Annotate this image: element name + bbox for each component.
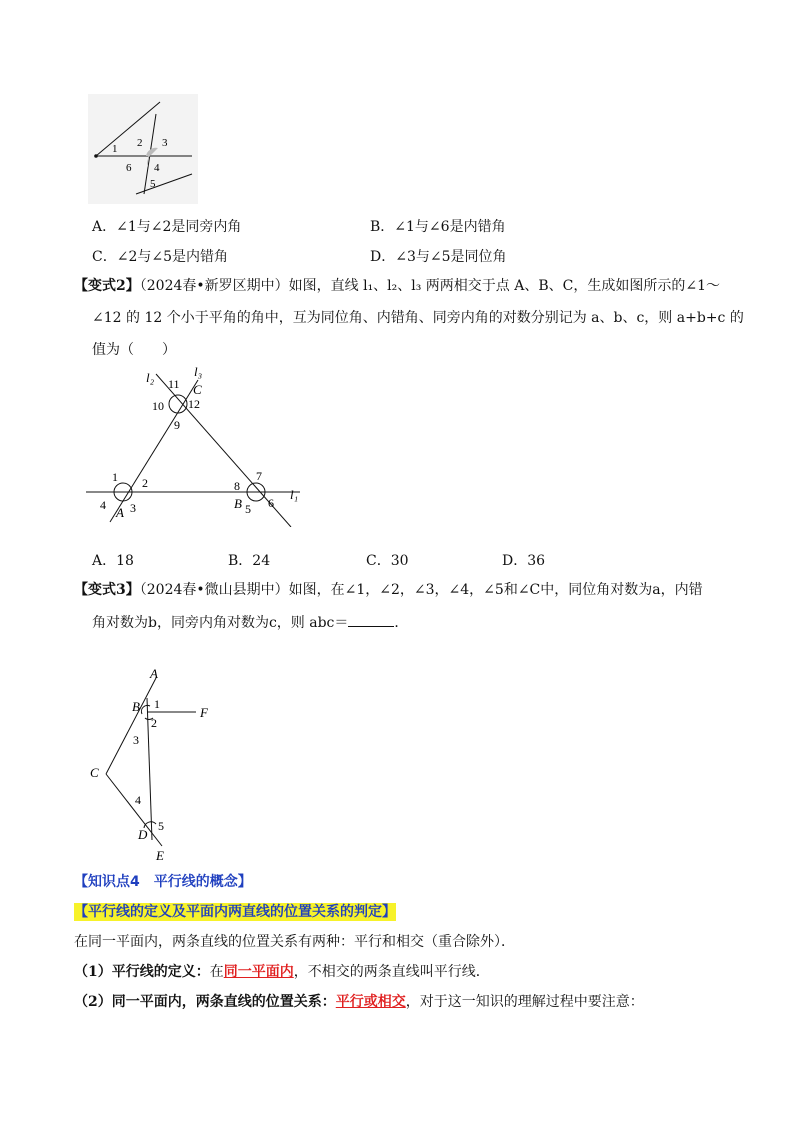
q1-option-a[interactable]: A．∠1与∠2是同旁内角 bbox=[92, 219, 242, 235]
fig2-point-b: B bbox=[234, 496, 242, 511]
fig2-angle-9: 9 bbox=[174, 418, 180, 432]
item2-post: ，对于这一知识的理解过程中要注意： bbox=[405, 994, 644, 1010]
item2-label: （2）同一平面内，两条直线的位置关系： bbox=[74, 994, 336, 1010]
fig2-angle-3: 3 bbox=[130, 501, 136, 515]
fig2-angle-8: 8 bbox=[234, 479, 240, 493]
section-subheading: 【平行线的定义及平面内两直线的位置关系的判定】 bbox=[74, 904, 396, 920]
fig2-l3: l₃ bbox=[194, 364, 203, 379]
fig3-point-f: F bbox=[200, 705, 208, 720]
fig2-angle-5: 5 bbox=[245, 502, 251, 516]
fig3-angle-1: 1 bbox=[154, 697, 160, 711]
answer-blank[interactable] bbox=[348, 612, 394, 627]
q2-text-1: （2024春•新罗区期中）如图，直线 l₁、l₂、l₃ 两两相交于点 A、B、C，生成如图所示的∠1～ bbox=[139, 278, 721, 294]
item1-label: （1）平行线的定义： bbox=[74, 964, 210, 980]
item1-pre: 在 bbox=[209, 964, 224, 980]
fig1-label-6: 6 bbox=[126, 162, 132, 174]
fig3-point-d: D bbox=[138, 827, 148, 842]
q2-tag: 【变式2】 bbox=[74, 278, 140, 294]
q3-text-3: ． bbox=[394, 615, 409, 631]
fig1-label-4: 4 bbox=[154, 162, 160, 174]
fig2-angle-7: 7 bbox=[256, 469, 262, 483]
q1-option-c[interactable]: C．∠2与∠5是内错角 bbox=[92, 249, 228, 265]
section-item2 bbox=[74, 992, 644, 1012]
q2-option-c[interactable]: C．30 bbox=[366, 553, 409, 569]
section-subheading-wrap bbox=[74, 902, 396, 922]
fig2-l2: l₂ bbox=[146, 370, 155, 385]
fig3-point-a: A bbox=[150, 666, 158, 681]
q2-option-a[interactable]: A．18 bbox=[92, 553, 134, 569]
fig1-label-2: 2 bbox=[137, 137, 143, 149]
fig2-angle-10: 10 bbox=[152, 399, 164, 413]
q2-line3: 值为（ ） bbox=[92, 342, 176, 358]
q1-option-b[interactable]: B．∠1与∠6是内错角 bbox=[370, 219, 506, 235]
fig2-angle-1: 1 bbox=[112, 470, 118, 484]
fig3-point-b: B bbox=[132, 699, 140, 714]
q1-option-d[interactable]: D．∠3与∠5是同位角 bbox=[370, 249, 507, 265]
fig2-angle-2: 2 bbox=[142, 476, 148, 490]
fig1-label-1: 1 bbox=[112, 143, 118, 155]
item1-post: ，不相交的两条直线叫平行线． bbox=[293, 964, 490, 980]
fig2-angle-11: 11 bbox=[168, 377, 180, 391]
q2-option-d[interactable]: D．36 bbox=[502, 553, 546, 569]
q3-text-2: 角对数为b，同旁内角对数为c，则 abc＝ bbox=[92, 615, 349, 631]
q3-text-1: （2024春•微山县期中）如图，在∠1，∠2，∠3，∠4，∠5和∠C中，同位角对数为a，内错 bbox=[139, 582, 703, 598]
fig3-angle-3: 3 bbox=[133, 733, 139, 747]
q3-line1 bbox=[74, 580, 703, 600]
fig1-label-3: 3 bbox=[162, 137, 168, 149]
item2-highlight: 平行或相交 bbox=[335, 994, 406, 1010]
section-item1 bbox=[74, 962, 490, 982]
fig2-angle-4: 4 bbox=[100, 498, 106, 512]
fig3-angle-2: 2 bbox=[151, 716, 157, 730]
q2-line2: ∠12 的 12 个小于平角的角中，互为同位角、内错角、同旁内角的对数分别记为 a、b、c，则 a+b+c 的 bbox=[92, 310, 744, 326]
section-para1: 在同一平面内，两条直线的位置关系有两种：平行和相交（重合除外）． bbox=[74, 934, 515, 950]
fig3-point-c: C bbox=[90, 765, 99, 780]
q2-option-b[interactable]: B．24 bbox=[228, 553, 271, 569]
figure-angles-3 bbox=[84, 664, 224, 864]
fig2-point-a: A bbox=[116, 505, 124, 520]
fig3-point-e: E bbox=[156, 848, 164, 863]
q3-tag: 【变式3】 bbox=[74, 582, 140, 598]
fig3-angle-5: 5 bbox=[158, 819, 164, 833]
fig2-point-c: C bbox=[193, 382, 202, 397]
fig2-angle-6: 6 bbox=[268, 496, 274, 510]
q3-line2 bbox=[92, 612, 408, 633]
fig1-label-5: 5 bbox=[150, 178, 156, 190]
figure-triangle-lines bbox=[86, 362, 316, 527]
item1-highlight: 同一平面内 bbox=[223, 964, 294, 980]
q2-line1 bbox=[74, 276, 720, 296]
fig2-l1: l₁ bbox=[290, 487, 299, 502]
section-heading: 【知识点4 平行线的概念】 bbox=[74, 874, 252, 890]
fig2-angle-12: 12 bbox=[188, 397, 200, 411]
figure-angles-1 bbox=[88, 94, 198, 204]
fig3-angle-4: 4 bbox=[135, 793, 141, 807]
